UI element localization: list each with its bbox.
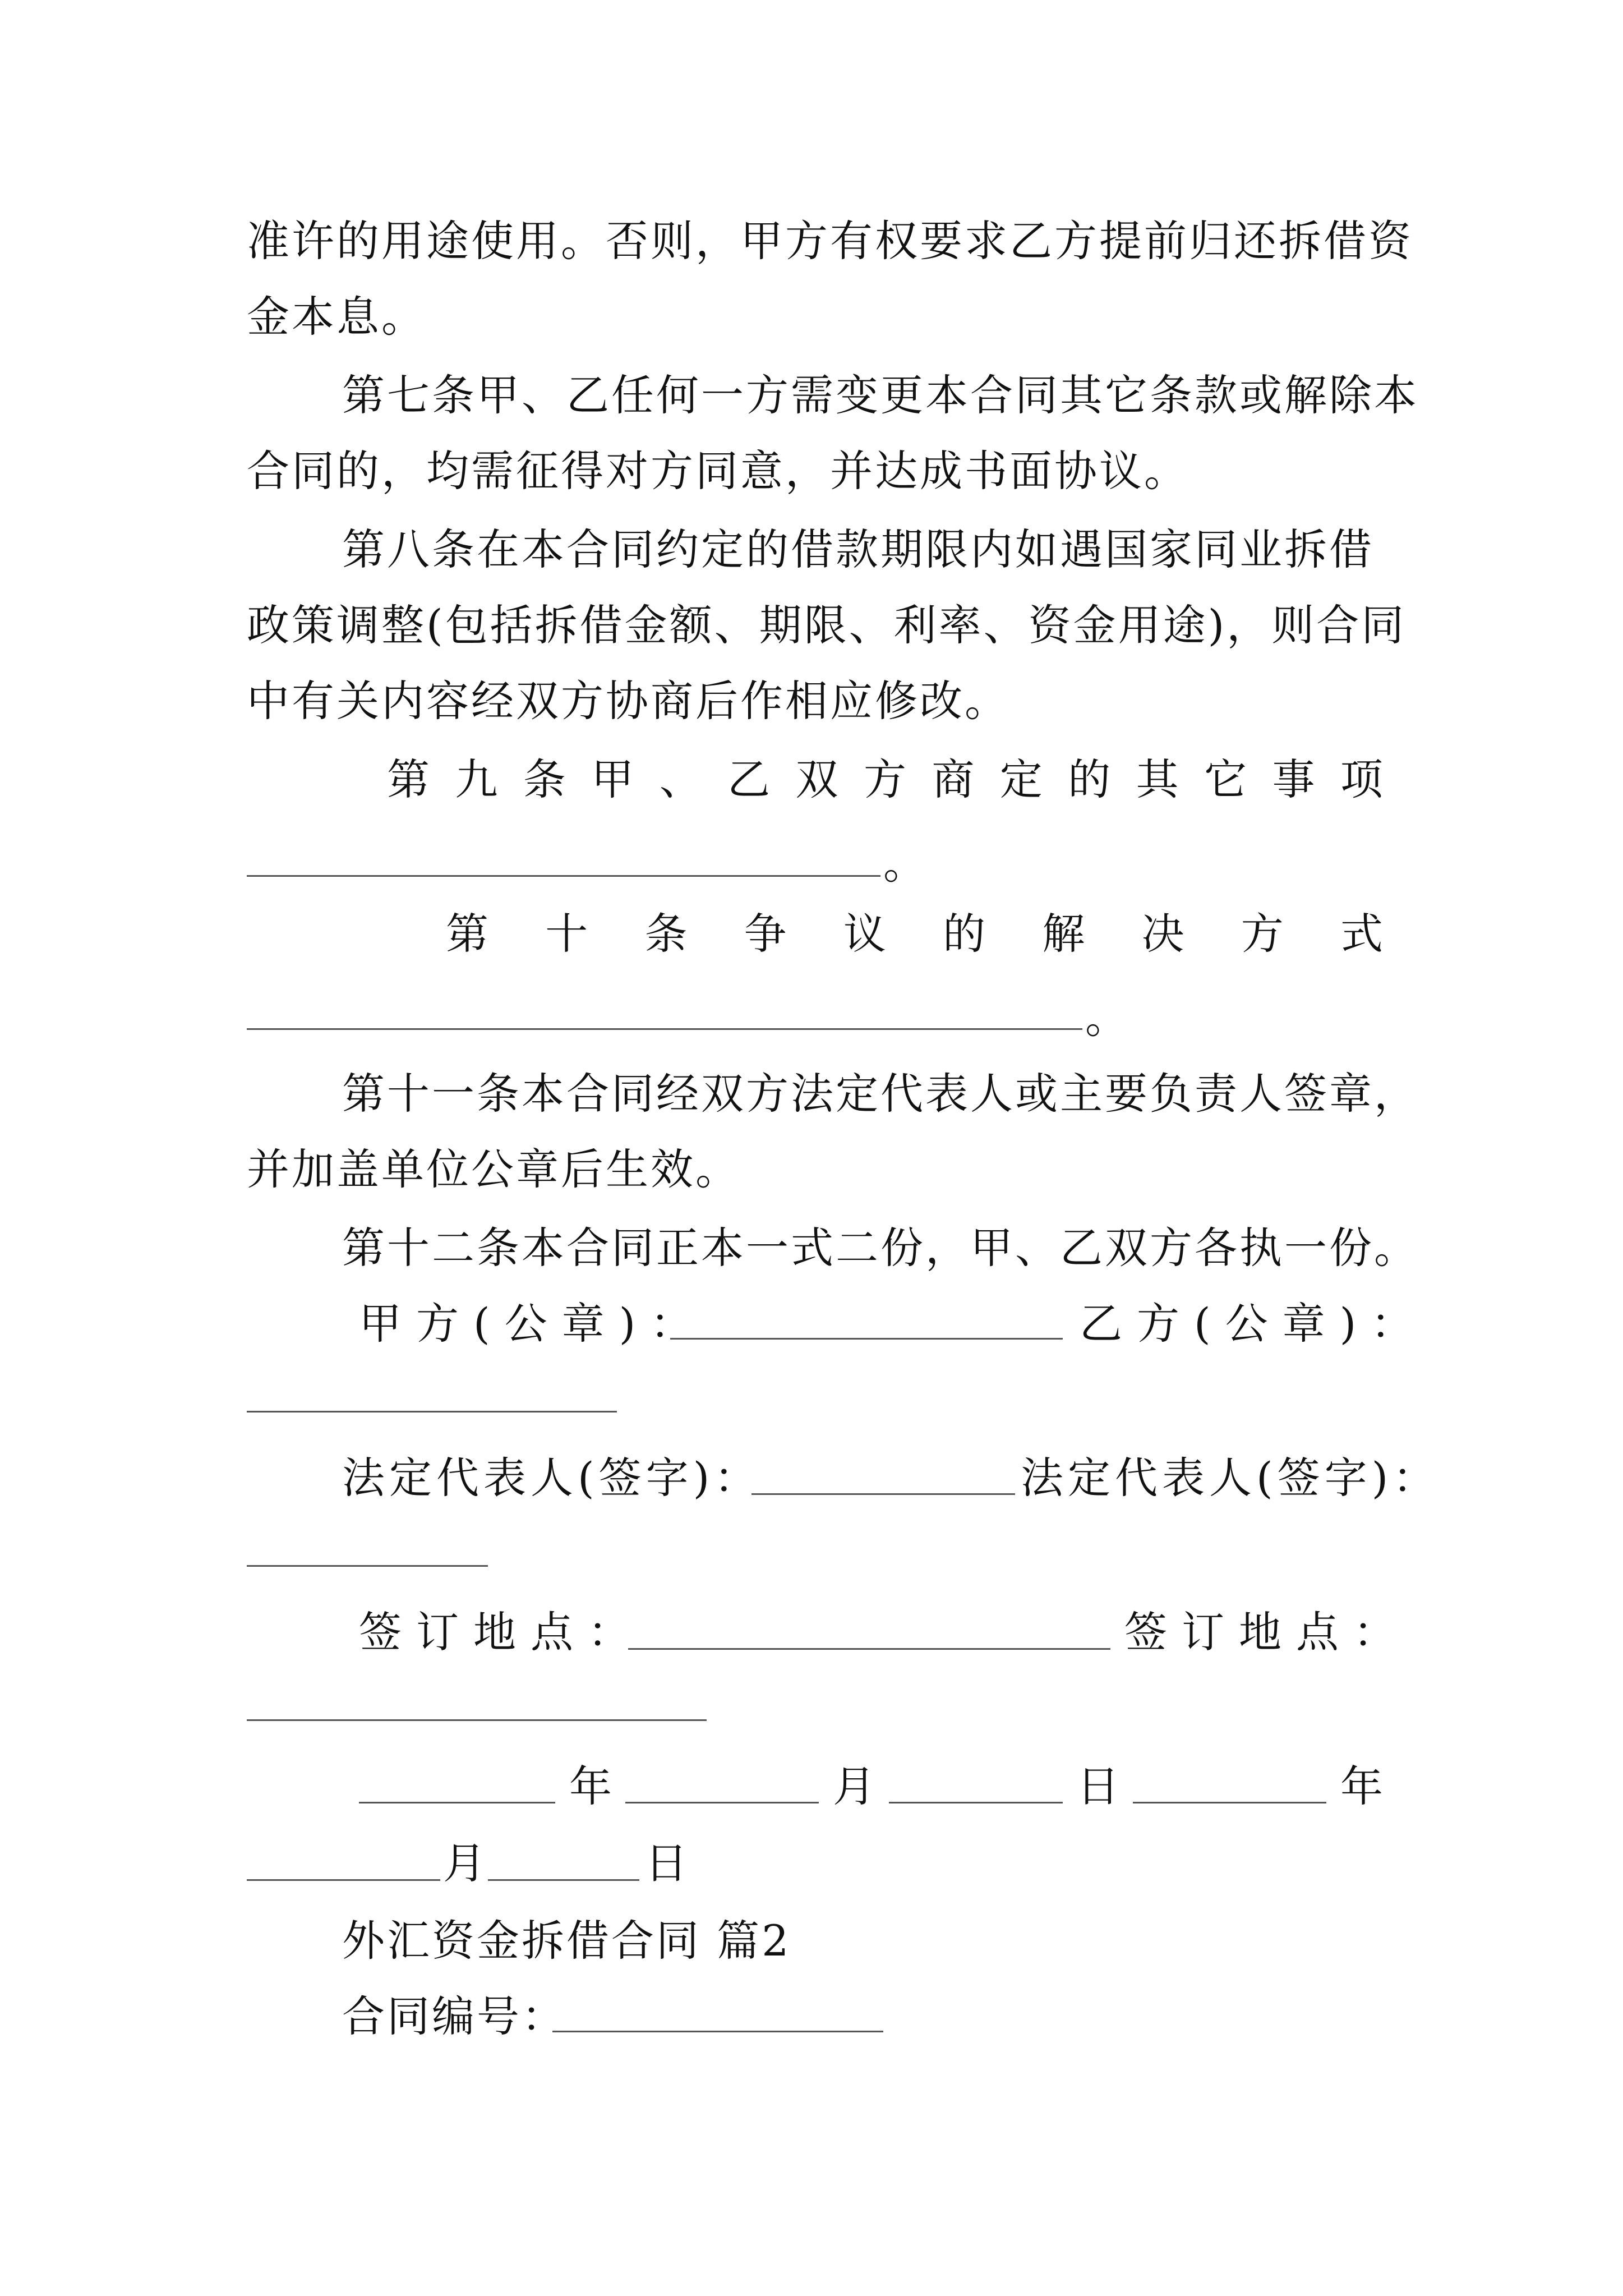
article-9-blank[interactable] <box>247 875 880 877</box>
article-10-char: 式 <box>1340 909 1385 959</box>
article-9-char: 第 <box>387 754 432 804</box>
date-a-year-blank[interactable] <box>359 1802 555 1803</box>
article-9-char: 项 <box>1340 754 1385 804</box>
article-10-char: 第 <box>446 909 491 959</box>
signing-place-a-blank[interactable] <box>628 1648 1110 1650</box>
paragraph-line: 金本息。 <box>247 292 426 342</box>
article-7-line: 合同的，均需征得对方同意，并达成书面协议。 <box>247 446 1189 496</box>
article-10-char: 议 <box>843 909 888 959</box>
party-a-seal-blank[interactable] <box>670 1338 1063 1340</box>
article-9-char: 的 <box>1068 754 1113 804</box>
article-10-char: 决 <box>1141 909 1187 959</box>
article-9-char: 方 <box>863 754 909 804</box>
legal-rep-b-blank[interactable] <box>247 1565 488 1567</box>
article-9-heading <box>387 752 1385 808</box>
date-a-year-label: 年 <box>569 1761 612 1811</box>
article-12-line: 第十二条本合同正本一式二份，甲、乙双方各执一份。 <box>342 1223 1419 1273</box>
article-9-char: 其 <box>1136 754 1181 804</box>
signing-place-a-label: 签订地点： <box>359 1607 645 1657</box>
article-9-char: 九 <box>455 754 500 804</box>
article-9-char: 双 <box>795 754 841 804</box>
article-9-char: 定 <box>999 754 1045 804</box>
contract-number-label: 合同编号： <box>342 1991 566 2041</box>
contract-number-blank[interactable] <box>552 2031 883 2032</box>
article-10-char: 解 <box>1042 909 1087 959</box>
section-title: 外汇资金拆借合同 篇2 <box>342 1916 791 1966</box>
article-8-line: 中有关内容经双方协商后作相应修改。 <box>247 676 1009 726</box>
party-a-seal-label: 甲方(公章)： <box>359 1299 708 1349</box>
date-a-month-blank[interactable] <box>625 1802 819 1803</box>
party-b-seal-label: 乙方(公章)： <box>1080 1299 1428 1349</box>
date-a-day-blank[interactable] <box>889 1802 1063 1803</box>
article-9-char: 它 <box>1204 754 1249 804</box>
signing-place-b-blank[interactable] <box>247 1719 707 1721</box>
date-a-month-label: 月 <box>833 1761 875 1811</box>
article-10-char: 的 <box>943 909 988 959</box>
article-7-line: 第七条甲、乙任何一方需变更本合同其它条款或解除本 <box>342 370 1419 420</box>
date-b-month-blank[interactable] <box>247 1879 440 1881</box>
article-10-char: 条 <box>644 909 690 959</box>
article-9-char: 条 <box>523 754 568 804</box>
article-9-period: 。 <box>883 839 926 889</box>
article-9-char: 、 <box>659 754 704 804</box>
article-8-line: 第八条在本合同约定的借款期限内如遇国家同业拆借 <box>342 524 1374 574</box>
article-11-line: 第十一条本合同经双方法定代表人或主要负责人签章， <box>342 1069 1419 1119</box>
article-9-char: 事 <box>1272 754 1317 804</box>
article-10-char: 方 <box>1241 909 1286 959</box>
article-10-period: 。 <box>1085 993 1128 1043</box>
paragraph-line: 准许的用途使用。否则，甲方有权要求乙方提前归还拆借资 <box>247 216 1413 266</box>
date-b-year-label: 年 <box>1340 1761 1383 1811</box>
party-b-seal-blank[interactable] <box>247 1411 617 1412</box>
article-10-char: 争 <box>744 909 789 959</box>
date-b-day-label: 日 <box>645 1838 688 1888</box>
article-10-heading <box>446 906 1385 962</box>
article-10-char: 十 <box>545 909 591 959</box>
article-9-char: 甲 <box>591 754 637 804</box>
article-9-char: 乙 <box>727 754 773 804</box>
legal-rep-a-blank[interactable] <box>751 1493 1015 1495</box>
article-9-char: 商 <box>932 754 977 804</box>
signing-place-b-label: 签订地点： <box>1124 1607 1410 1657</box>
legal-rep-b-label: 法定代表人(签字)： <box>1021 1453 1440 1503</box>
date-b-month-label: 月 <box>443 1838 486 1888</box>
date-a-day-label: 日 <box>1077 1761 1119 1811</box>
date-b-year-blank[interactable] <box>1133 1802 1326 1803</box>
article-8-line: 政策调整(包括拆借金额、期限、利率、资金用途)，则合同 <box>247 600 1407 650</box>
date-b-day-blank[interactable] <box>488 1879 639 1881</box>
article-10-blank[interactable] <box>247 1028 1082 1030</box>
article-11-line: 并加盖单位公章后生效。 <box>247 1144 740 1194</box>
legal-rep-a-label: 法定代表人(签字)： <box>342 1453 762 1503</box>
